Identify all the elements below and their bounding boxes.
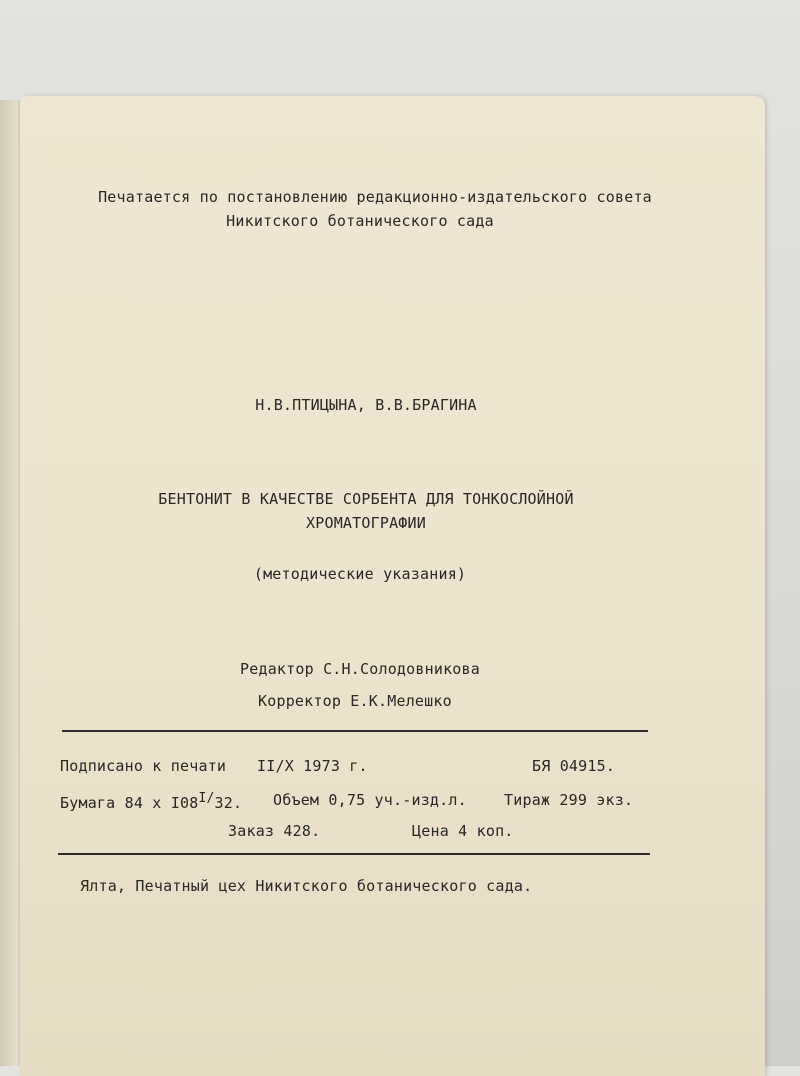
paper-fraction-tail: 32. bbox=[214, 794, 243, 812]
order-number: Заказ 428. bbox=[228, 822, 321, 840]
printer-line: Ялта, Печатный цех Никитского ботанического сада. bbox=[80, 877, 533, 895]
paper-page bbox=[20, 96, 765, 1076]
signed-date: II/X 1973 г. bbox=[257, 757, 368, 775]
header-line-2: Никитского ботанического сада bbox=[226, 212, 494, 230]
paper-label: Бумага 84 х I08 bbox=[60, 794, 199, 812]
header-line-1: Печатается по постановлению редакционно-издательского совета bbox=[98, 188, 652, 206]
paper-fraction: I/ bbox=[198, 791, 215, 806]
subtitle: (методические указания) bbox=[253, 565, 467, 583]
signed-label: Подписано к печати bbox=[60, 757, 227, 775]
bottom-rule bbox=[58, 853, 650, 855]
paper-format bbox=[60, 791, 242, 812]
title-line-1: БЕНТОНИТ В КАЧЕСТВЕ СОРБЕНТА ДЛЯ ТОНКОСЛОЙНОЙ bbox=[158, 490, 574, 508]
volume: Объем 0,75 уч.-изд.л. bbox=[273, 791, 467, 809]
publication-code: БЯ 04915. bbox=[532, 757, 616, 775]
print-run: Тираж 299 экз. bbox=[504, 791, 634, 809]
corrector-credit: Корректор Е.К.Мелешко bbox=[258, 692, 452, 710]
title-line-2: ХРОМАТОГРАФИИ bbox=[306, 514, 426, 532]
top-rule bbox=[62, 730, 648, 732]
price: Цена 4 коп. bbox=[412, 822, 514, 840]
editor-credit: Редактор С.Н.Солодовникова bbox=[240, 660, 480, 678]
authors: Н.В.ПТИЦЫНА, В.В.БРАГИНА bbox=[255, 396, 477, 414]
